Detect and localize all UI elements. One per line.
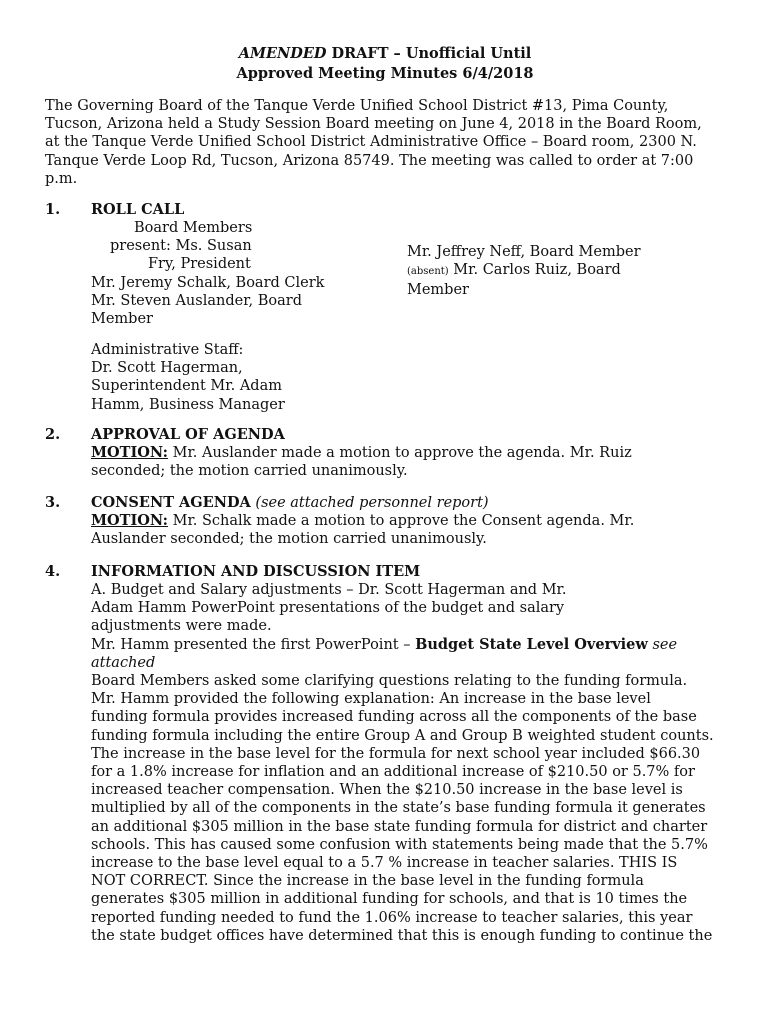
body-line: funding formula provides increased funding across all the components of the base bbox=[91, 709, 697, 726]
body-line: schools. This has caused some confusion with statements being made that the 5.7% bbox=[91, 836, 708, 853]
roll-call-line: present: Ms. Susan bbox=[110, 238, 252, 255]
intro-line: p.m. bbox=[45, 170, 78, 187]
document-title: AMENDED DRAFT – Unofficial Until bbox=[238, 45, 532, 62]
body-line: adjustments were made. bbox=[91, 618, 272, 635]
section-number: 3. bbox=[45, 494, 61, 511]
body-line: an additional $305 million in the base state funding formula for district and charter bbox=[91, 818, 708, 835]
body-line: Board Members asked some clarifying questions relating to the funding formula. bbox=[91, 673, 688, 690]
body-line: Mr. Hamm presented the first PowerPoint – Budget State Level Overview see bbox=[91, 635, 678, 653]
body-line: the state budget offices have determined that this is enough funding to continue the bbox=[91, 927, 713, 944]
body-line: Adam Hamm PowerPoint presentations of the budget and salary bbox=[91, 600, 565, 617]
intro-paragraph bbox=[45, 97, 735, 188]
body-line: The increase in the base level for the formula for next school year included $66.30 bbox=[91, 745, 701, 762]
motion-label: MOTION: bbox=[91, 512, 168, 529]
roll-call-line: Fry, President bbox=[148, 256, 251, 273]
body-line: multiplied by all of the components in the state’s base funding formula it generates bbox=[91, 800, 706, 817]
staff-line: Dr. Scott Hagerman, bbox=[91, 360, 243, 377]
body-line: A. Budget and Salary adjustments – Dr. Scott Hagerman and Mr. bbox=[91, 582, 567, 598]
intro-line: Tucson, Arizona held a Study Session Board meeting on June 4, 2018 in the Board Room, bbox=[45, 116, 702, 133]
section-number: 2. bbox=[45, 426, 61, 443]
roll-call-line: (absent) Mr. Carlos Ruiz, Board bbox=[407, 262, 621, 279]
roll-call-line: Mr. Steven Auslander, Board bbox=[91, 292, 303, 309]
document-subtitle: Approved Meeting Minutes 6/4/2018 bbox=[236, 65, 534, 82]
section-heading-info: INFORMATION AND DISCUSSION ITEM bbox=[91, 563, 421, 580]
intro-line: Tanque Verde Loop Rd, Tucson, Arizona 85749. The meeting was called to order at 7:00 bbox=[45, 152, 694, 169]
section-heading-consent: CONSENT AGENDA (see attached personnel report) bbox=[91, 494, 489, 511]
heading-note: (see attached personnel report) bbox=[250, 495, 489, 511]
body-line: NOT CORRECT. Since the increase in the base level in the funding formula bbox=[91, 873, 644, 890]
board-members-present bbox=[91, 219, 351, 328]
section-number: 4. bbox=[45, 563, 61, 580]
roll-call-line: Mr. Jeremy Schalk, Board Clerk bbox=[91, 274, 325, 291]
body-line: for a 1.8% increase for inflation and an additional increase of $210.50 or 5.7% for bbox=[91, 764, 695, 781]
body-line: increased teacher compensation. When the $210.50 increase in the base level is bbox=[91, 782, 683, 799]
body-line: attached bbox=[91, 654, 156, 671]
intro-line: at the Tanque Verde Unified School District Administrative Office – Board room, 2300 N. bbox=[45, 134, 697, 151]
motion-label: MOTION: bbox=[91, 444, 168, 461]
absent-label: (absent) bbox=[407, 266, 449, 278]
body-line: Mr. Hamm provided the following explanation: An increase in the base level bbox=[91, 691, 651, 708]
intro-line: The Governing Board of the Tanque Verde Unified School District #13, Pima County, bbox=[45, 98, 669, 114]
staff-line: Hamm, Business Manager bbox=[91, 396, 285, 413]
body-line: reported funding needed to fund the 1.06% increase to teacher salaries, this year bbox=[91, 909, 693, 926]
board-members-right-column bbox=[407, 243, 707, 300]
section-heading-roll-call: ROLL CALL bbox=[91, 201, 185, 218]
section-heading-approval: APPROVAL OF AGENDA bbox=[91, 426, 285, 443]
roll-call-line: Mr. Jeffrey Neff, Board Member bbox=[407, 244, 641, 260]
body-line: funding formula including the entire Group A and Group B weighted student counts. bbox=[91, 727, 714, 744]
body-line: generates $305 million in additional funding for schools, and that is 10 times the bbox=[91, 891, 688, 908]
info-body bbox=[91, 581, 731, 945]
administrative-staff bbox=[91, 341, 351, 414]
section-number: 1. bbox=[45, 201, 61, 218]
roll-call-line: Member bbox=[407, 282, 469, 299]
roll-call-line: Board Members bbox=[134, 220, 253, 236]
consent-motion: MOTION: Mr. Schalk made a motion to approve the Consent agenda. Mr. Auslander seconded; the motion carried unanimously. bbox=[91, 512, 635, 548]
staff-line: Administrative Staff: bbox=[91, 342, 244, 358]
body-line: increase to the base level equal to a 5.7 % increase in teacher salaries. THIS IS bbox=[91, 855, 678, 872]
approval-motion: MOTION: Mr. Auslander made a motion to approve the agenda. Mr. Ruiz seconded; the motion carried unanimously. bbox=[91, 444, 632, 480]
staff-line: Superintendent Mr. Adam bbox=[91, 378, 282, 395]
roll-call-line: Member bbox=[91, 311, 153, 328]
